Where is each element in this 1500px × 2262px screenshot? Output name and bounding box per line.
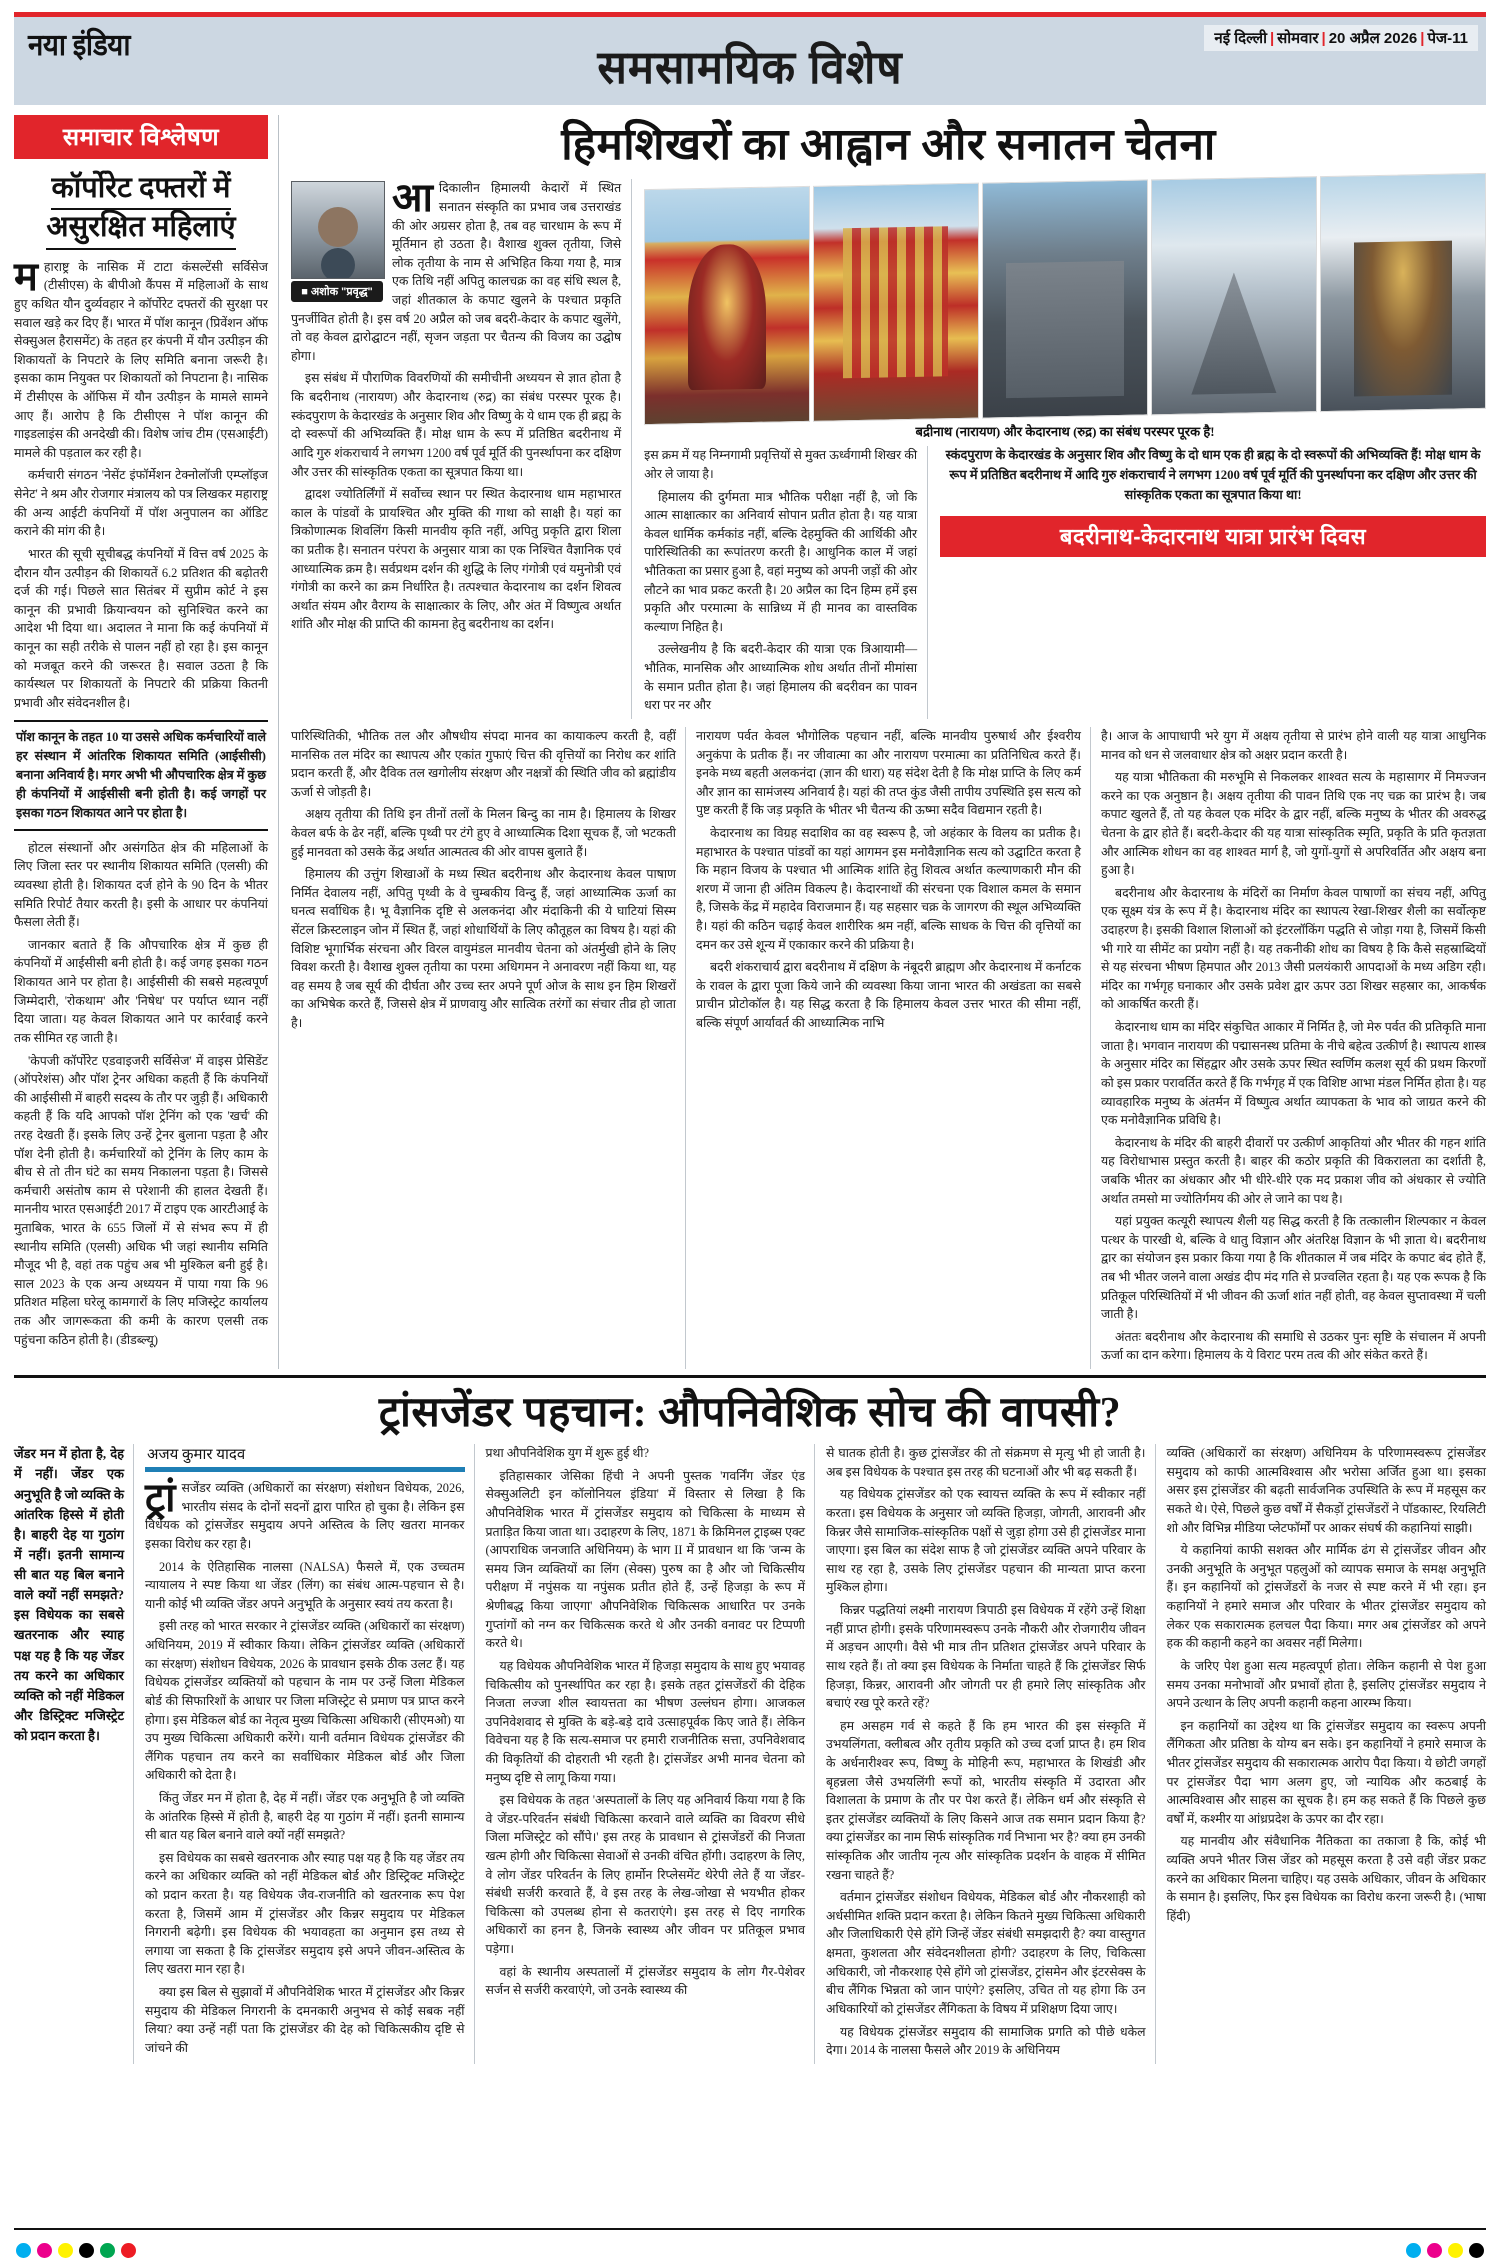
left-para-6: 'केपजी कॉर्पोरेट एडवाइजरी सर्विसेज' में वाइस प्रेसिडेंट (ऑपरेशंस) और पॉश ट्रेनर अधिका कहती हैं कि कंपनियों की आईसीसी में बाहरी सदस्य के तौर पर जुड़ी हैं। अधिकारी कहती हैं कि यदि आपको पॉश ट्रेनिंग को एक 'खर्च' की तरह देखती हैं। इसके लिए उन्हें ट्रेनर बुलाना पड़ता है और पॉश देनी होती है। कर्मचारियों को ट्रेनिंग के लिए काम के बीच से तो तीन घंटे का समय निकालना पड़ता है। जिससे कर्मचारी असंतोष काम से परेशानी की हालत देखती हैं। माननीय भारत एसआईटी 2017 में टाइप एक आरटीआई के मुताबिक, भारत के 655 जिलों में से संभव रूप में ही स्थानीय समिति (एलसी) अधिक भी जहां स्थानीय समिति मौजूद भी है, वहां तक पहुंच अब भी मुश्किल बनी हुई है। साल 2023 के एक अन्य अध्ययन में पाया गया कि 96 प्रतिशत महिला घरेलू कामगारों के लिए मजिस्ट्रेट कार्यालय तक और जागरूकता की कमी के कारण एलसी तक पहुंचना कठिन होती है। (डीडब्ल्यू) [14,1053,268,1347]
bottom-c1-p2: इसी तरह को भारत सरकार ने ट्रांसजेंडर व्यक्ति (अधिकारों का संरक्षण) अधिनियम, 2019 में स्वीकार किया। लेकिन ट्रांसजेंडर व्यक्ति (अधिकारों का संरक्षण) संशोधन विधेयक, 2026 के प्रावधान इसके ठीक उलट हैं। यह विधेयक ट्रांसजेंडर व्यक्तियों को पहचान के नाम पर उन्हें जिला मेडिकल बोर्ड की सिफारिशों के आधार पर जिला मजिस्ट्रेट से प्रमाण पत्र प्राप्त करने होगा। इस मेडिकल बोर्ड का नेतृत्व मुख्य चिकित्सा अधिकारी (सीएमओ) या उप मुख्य चिकित्सा अधिकारी करेंगे। यानी वर्तमान विधेयक ट्रांसजेंडर की लैंगिक पहचान तय करने का सर्वाधिकार मेडिकल बोर्ड और जिला अधिकारी को देता है। [145,1619,465,1783]
reg-dot-magenta [37,2243,52,2258]
bottom-c1-p5: क्या इस बिल से सुझावों में औपनिवेशिक भारत में ट्रांसजेंडर और किन्नर समुदाय की मेडिकल निगरानी के दमनकारी अनुभव से कोई सबक नहीं लिया? क्या उन्हें नहीं पता कि ट्रांसजेंडर की देह को चिकित्सकीय दृष्टि से जांचने की [145,1985,465,2055]
temple-photo-5 [1320,173,1486,412]
reg-dot-yellow-2 [1448,2243,1463,2258]
main-c5-p4: केदारनाथ के मंदिर की बाहरी दीवारों पर उत्कीर्ण आकृतियां और भीतर की गहन शांति यह विरोधाभास प्रस्तुत करती है। बाहर की कठोर प्रकृति की विकरालता का दर्शाती है, जबकि भीतर का अंधकार और भी धीरे-धीरे एक मद प्रकाश जीव को अंधकार से ज्योति अर्थात तमसो मा ज्योतिर्गमय की ओर ले जाने का पथ है। [1101,1135,1486,1206]
left-headline-line-2: असुरक्षित महिलाएं [46,210,235,249]
bottom-c2-p1: इतिहासकार जेसिका हिंची ने अपनी पुस्तक 'गवर्निंग जेंडर एंड सेक्सुअलिटी इन कॉलोनियल इंडिया' में विस्तार से लिखा है कि औपनिवेशिक भारत में ट्रांसजेंडर समुदाय को चिकित्सा के माध्यम से प्रताड़ित किया जाता था। उदाहरण के लिए, 1871 के क्रिमिनल ट्राइब्स एक्ट (आपराधिक जनजाति अधिनियम) के भाग II में प्रावधान था कि 'जन्म के समय जिन व्यक्तियों का लिंग (सेक्स) पुरुष का है और जो चिकित्सीय परीक्षण में नपुंसक या नपुंसक प्रतीत होते हैं, उन्हें हिजड़ा के रूप में श्रेणीबद्ध किया जाएगा' औपनिवेशिक चिकित्सक आधारित पर उनके गुप्तांगों को नग्न कर चिकित्सक करते थे और उनकी वनावट पर टिप्पणी करते थे। [485,1468,805,1651]
main-c5-p2: बदरीनाथ और केदारनाथ के मंदिरों का निर्माण केवल पाषाणों का संचय नहीं, अपितु एक सूक्ष्म यंत्र के रूप में है। केदारनाथ मंदिर का स्थापत्य रेखा-शिखर शैली का सर्वोत्कृष्ट उदाहरण है। इसकी विशाल शिलाओं को इंटरलॉकिंग पद्धति से जोड़ा गया है, जिसमें किसी भी गारे या सीमेंट का प्रयोग नहीं है। यह तकनीकी शोध का विषय है कि कैसे सहस्राब्दियों से यह संरचना भीषण हिमपात और 2013 जैसी प्रलयंकारी आपदाओं के मध्य अडिग रही। मंदिर का गर्भगृह घनाकार और उसके प्रवेश द्वार ऊपर उठा शिखर सहस्रार का, आकर्षक को आकर्षित करती हैं। [1101,885,1486,1012]
photo-strip [644,173,1486,425]
left-analysis-column [14,115,279,1369]
reg-dot-red [121,2243,136,2258]
main-col-2-body [644,446,917,715]
bottom-c1-p1: 2014 के ऐतिहासिक नालसा (NALSA) फैसले में, एक उच्चतम न्यायालय ने स्पष्ट किया था जेंडर (लिंग) का संबंध आत्म-पहचान से है। यानी कोई भी व्यक्ति जेंडर अपने अनुभूति के अनुसार स्वयं तय करता है। [145,1559,465,1611]
dateline-page: पेज-11 [1427,30,1468,47]
bottom-story [14,1375,1486,2064]
main-c5-p1: यह यात्रा भौतिकता की मरुभूमि से निकलकर शाश्वत सत्य के महासागर में निमज्जन करने का एक अनुष्ठान है। अक्षय तृतीया की पावन तिथि एक नए चक्र का प्रारंभ है। जब कपाट खुलते हैं, तो यह केवल एक मंदिर के द्वार नहीं, बल्कि मनुष्य के भीतर की अवरुद्ध चेतना के द्वार होते हैं। बदरी-केदार की यह यात्रा सांस्कृतिक स्मृति, प्रकृति के प्रति कृतज्ञता और आत्मिक शोधन का वह शाश्वत मार्ग है, जो युगों-युगों से अपरिवर्तित और अक्षय बना हुआ है। [1101,770,1486,878]
top-area [14,115,1486,1369]
bottom-col-1-body [145,1475,465,2057]
bottom-col-1 [145,1444,475,2064]
main-col-3-body [291,727,676,1033]
main-col-3 [291,727,686,1369]
left-para-0-text: हाराष्ट्र के नासिक में टाटा कंसल्टेंसी सर्विसेज (टीसीएस) के बीपीओ कैंपस में महिलाओं के साथ हुए कथित यौन दुर्व्यवहार ने कॉर्पोरेट दफ्तरों की सुरक्षा पर सवाल खड़े कर दिए हैं। भारत में पॉश कानून (प्रिवेंशन ऑफ सेक्सुअल हैरासमेंट) के तहत हर कंपनी में यौन उत्पीड़न की शिकायतों के निपटारे के लिए समिति बनाना जरूरी है। इसका काम नियुक्त पर शिकायतों को निपटाना है। नासिक में टीसीएस के ऑफिस में यौन उत्पीड़न के मामले सामने आए हैं। आरोप है कि टीसीएस ने पॉश कानून की गाइडलाइंस की अनदेखी की। विशेष जांच टीम (एसआईटी) मामले की पड़ताल कर रही है। [14,259,268,460]
main-col-4-body [696,727,1081,1033]
bottom-col-3 [826,1444,1156,2064]
main-story [279,115,1486,1369]
bottom-c1-p3: किंतु जेंडर मन में होता है, देह में नहीं। जेंडर एक अनुभूति है जो व्यक्ति के आंतरिक हिस्से में होती है, बाहरी देह या गुठांग में नहीं। इतनी सामान्य सी बात यह बिल बनाने वाले क्यों नहीं समझते? [145,1790,465,1843]
bottom-c2-p0: प्रथा औपनिवेशिक युग में शुरू हुई थी? [485,1446,650,1461]
bottom-col-4-body [1167,1444,1487,1925]
left-pullquote: पॉश कानून के तहत 10 या उससे अधिक कर्मचारियों वाले हर संस्थान में आंतरिक शिकायत समिति (आईसीसी) बनाना अनिवार्य है। मगर अभी भी औपचारिक क्षेत्र में कुछ ही कंपनियों में आईसीसी बनी होती है। कई जगहों पर इसका गठन शिकायत आने पर होता है। [14,720,268,830]
bottom-sidebar-quote: जेंडर मन में होता है, देह में नहीं। जेंडर एक अनुभूति है जो व्यक्ति के आंतरिक हिस्से में होती है। बाहरी देह या गुठांग में नहीं। इतनी सामान्य सी बात यह बिल बनाने वाले क्यों नहीं समझते? इस विधेयक का सबसे खतरनाक और स्याह पक्ष यह है कि यह जेंडर तय करने का अधिकार व्यक्ति को नहीं मेडिकल और डिस्ट्रिक्ट मजिस्ट्रेट को प्रदान करता है। [14,1446,124,1744]
temple-photo-4 [1151,177,1317,416]
main-highlight-area [940,446,1486,719]
bottom-byline: अजय कुमार यादव [147,1447,246,1464]
dateline-sep-3: | [1420,30,1425,47]
bottom-c1-p0 [145,1475,465,1553]
bottom-c4-p2: के जरिए पेश हुआ सत्य महत्वपूर्ण होता। लेकिन कहानी से पेश हुआ समय उनका मनोभावों और प्रभावों होता है, इसलिए ट्रांसजेंडर समुदाय ने अपने उत्थान के लिए अपनी कहानी कहना आरम्भ किया। [1166,1658,1486,1711]
temple-photo-2 [813,183,979,422]
bottom-c4-p4: यह मानवीय और संवैधानिक नैतिकता का तकाजा है कि, कोई भी व्यक्ति अपने भीतर जिस जेंडर को महसूस करता है उसे वही जेंडर प्रकट करने का अधिकार मिलना चाहिए। यह उसके अधिकार, जीवन के अधिकार के समान है। इसलिए, फिर इस विधेयक का विरोध करना जरूरी है। (भाषा हिंदी) [1166,1834,1486,1923]
left-body [14,253,268,1350]
main-c3-p2: हिमालय की उत्तुंग शिखाओं के मध्य स्थित बदरीनाथ और केदारनाथ केवल पाषाण निर्मित देवालय नहीं, अपितु पृथ्वी के वे चुम्बकीय विन्दु हैं, जहां आध्यात्मिक ऊर्जा का घनत्व सर्वाधिक है। भू वैज्ञानिक दृष्टि से अलकनंदा और मंदाकिनी की ये घाटियां सिस्म सेंटल क्रिस्टलाइन जोन में स्थित हैं, जहां शोधार्थियों के लिए कौतूहल का विषय है। यहां की विशिष्ट भूगार्भिक संरचना और विरल वायुमंडल मानवीय चेतना को अंतर्मुखी होने के लिए विवश करती है। वैशाख शुक्ल तृतीया का परमा अधिगमन ने अनावरण नहीं किया था, यह वह समय है जब सूर्य की दीर्घता और उच्च स्तर अपने पूर्ण ओज के साथ इन हिम शिखरों का अभिषेक करते हैं, जिससे क्षेत्र में प्राणवायु और सात्विक तरंगों का संचार तीव्र हो जाता है। [291,867,676,1031]
left-para-4: होटल संस्थानों और असंगठित क्षेत्र की महिलाओं के लिए जिला स्तर पर स्थानीय शिकायत समिति (एलसी) की व्यवस्था होती है। शिकायत दर्ज होने के 90 दिन के भीतर समिति रिपोर्ट तैयार करती है। इसी के आधार पर कंपनियां फैसला लेती हैं। [14,840,268,930]
main-col-2 [644,446,928,719]
main-c2-p1: हिमालय की दुर्गमता मात्र भौतिक परीक्षा नहीं है, जो कि आत्म साक्षात्कार का अनिवार्य सोपान प्रतीत होता है। यह यात्रा केवल धार्मिक कर्मकांड नहीं, बल्कि देहमुक्ति की आर्थिकी और पारिस्थितिकी का रूपांतरण करती है। आधुनिक काल में जहां भौतिकता का प्रसार हुआ है, वहां मनुष्य को अपनी जड़ों की ओर लौटने का भाव प्रकट करती है। 20 अप्रैल का दिन हिम्म हमें इस प्रकृति और परमात्मा के सान्निध्य में ही मानव का वास्तविक कल्याण निहित है। [644,489,918,634]
main-c2-p0: इस क्रम में यह निम्नगामी प्रवृत्तियों से मुक्त ऊर्ध्वगामी शिखर की ओर ले जाया है। [644,448,918,481]
dateline-date: 20 अप्रैल 2026 [1328,30,1418,47]
bottom-c4-p0: व्यक्ति (अधिकारों का संरक्षण) अधिनियम के परिणामस्वरूप ट्रांसजेंडर समुदाय को काफी आत्मविश्वास और भरोसा अर्जित हुआ था। इसका असर इस ट्रांसजेंडर की बढ़ती सार्वजनिक उपस्थिति के रूप में महसूस कर सकते थे। ऐसे, पिछले कुछ वर्षों में सैकड़ों ट्रांसजेंडरों ने पॉडकास्ट, रियलिटी शो और विभिन्न मीडिया प्लेटफॉर्मों पर आकर संघर्ष की कहानियां साझी। [1166,1446,1486,1535]
author-name [291,281,383,302]
left-headline [16,171,266,250]
bottom-c1-p0-text: सजेंडर व्यक्ति (अधिकारों का संरक्षण) संशोधन विधेयक, 2026, भारतीय संसद के दोनों सदनों द्वारा पारित हो चुका है। लेकिन इस विधेयक को ट्रांसजेंडर समुदाय अपने अस्तित्व के लिए खतरा मानकर इसका विरोध कर रहा है। [145,1481,465,1552]
main-col-5 [1101,727,1486,1369]
author-name-text: अशोक "प्रवृद्ध" [310,286,373,299]
bottom-c3-p0: से घातक होती है। कुछ ट्रांसजेंडर की तो संक्रमण से मृत्यु भी हो जाती है। अब इस विधेयक के पश्चात इस तरह की घटनाओं और भी बढ़ सकती हैं। [826,1446,1146,1479]
footer-rule [14,2228,1486,2230]
photo-caption: बद्रीनाथ (नारायण) और केदारनाथ (रुद्र) का संबंध परस्पर पूरक है! [915,424,1215,440]
left-dropcap: म [14,253,38,299]
byline-rule [145,1467,465,1472]
reg-dot-black-2 [1469,2243,1484,2258]
main-col-5-body [1101,727,1486,1365]
bottom-c2-p2: यह विधेयक औपनिवेशिक भारत में हिजड़ा समुदाय के साथ हुए भयावह चिकित्सीय को पुनर्स्थापित कर रहा है। इसके तहत ट्रांसजेंडरों की देहिक निजता लज्जा शील स्वायत्तता का भीषण उल्लंघन होगा। आजकल उपनिवेशवाद से मुक्ति के बड़े-बड़े दावे उत्साहपूर्वक किए जाते हैं। लेकिन विवेचना यह है कि सत्य-समाज पर हमारी राजनीतिक सत्ता, उपनिवेशवाद की विकृतियों की दोहराती भी रहती है। ट्रांसजेंडर अभी मानव चेतना को मनुष्य दृष्टि से लागू किया गया। [485,1658,805,1785]
dateline-sep-1: | [1269,30,1275,47]
main-c2-p2: उल्लेखनीय है कि बदरी-केदार की यात्रा एक त्रिआयामी—भौतिक, मानसिक और आध्यात्मिक शोध अर्थात तीनों मीमांसा के समान प्रतीत होता है। जहां हिमालय की बदरीवन का पावन धरा पर नर और [644,642,918,713]
dateline-sep-2: | [1321,30,1326,47]
main-c1-p0-text: दिकालीन हिमालयी केदारों में स्थित सनातन संस्कृति का प्रभाव जब उत्तराखंड की ओर अग्रसर होता है, तब वह चारधाम के रूप में मूर्तिमान हो उठता है। वैशाख शुक्ल तृतीया, जिसे लोक तृतीया के नाम से अभिहित किया गया है, मात्र एक तिथि नहीं अपितु कालचक्र का वह संधि स्थल है, जहां शीतकाल के कपाट खुलने के पश्चात प्रकृति पुनर्जीवित होती है। इस वर्ष 20 अप्रैल को जब बदरी-केदार के कपाट खुलेंगे, तो वह केवल द्वारोद्घाटन नहीं, सृजन जड़ता पर चैतन्य की विजय का उद्घोष होगा। [291,181,622,363]
left-para-1: कर्मचारी संगठन 'नेसेंट इंफॉर्मेशन टेक्नोलॉजी एम्प्लॉइज सेनेट' ने श्रम और रोजगार मंत्रालय को पत्र लिखकर महाराष्ट्र की अन्य आईटी कंपनियों में पॉश अनुपालन का ऑडिट कराने की मांग की है। [14,468,268,539]
main-c1-p2: द्वादश ज्योतिर्लिंगों में सर्वोच्च स्थान पर स्थित केदारनाथ धाम महाभारत काल के पांडवों के प्रायश्चित और मुक्ति की गाथा को साक्षी है। यहां का त्रिकोणात्मक शिवलिंग किसी मानवीय कृति नहीं, अपितु प्रकृति द्वारा शिला का प्रतीक है। सनातन परंपरा के अनुसार यात्रा का एक निश्चित वैज्ञानिक एवं आध्यात्मिक क्रम है। सर्वप्रथम दर्शन की शुद्धि के लिए गंगोत्री एवं यमुनोत्री एवं गंगोत्री का करने का क्रम निर्धारित है। तत्पश्चात केदारनाथ का दर्शन शिवत्व अर्थात संयम और वैराग्य के साक्षात्कार के लिए, और अंत में विष्णुत्व अर्थात शांति और मोक्ष की प्राप्ति की कामना हेतु बदरीनाथ का दर्शन। [291,487,622,632]
bottom-col-4 [1167,1444,1487,2064]
main-highlight-text: स्कंदपुराण के केदारखंड के अनुसार शिव और विष्णु के दो धाम एक ही ब्रह्म के दो स्वरूपों की अभिव्यक्ति हैं! मोक्ष धाम के रूप में प्रतिष्ठित बदरीनाथ में आदि गुरु शंकराचार्य ने लगभग 1200 वर्ष पूर्व मूर्ति की पुनर्स्थापना कर दक्षिण और उत्तर की सांस्कृतिक एकता का सूत्रपात किया था! [945,448,1481,503]
bottom-dropcap: ट्रां [145,1475,176,1521]
section-title: समसामयिक विशेष [597,41,903,93]
bottom-c1-p4: इस विधेयक का सबसे खतरनाक और स्याह पक्ष यह है कि यह जेंडर तय करने का अधिकार व्यक्ति को नहीं मेडिकल बोर्ड और डिस्ट्रिक्ट मजिस्ट्रेट को प्रदान करता है। यह विधेयक जैव-राजनीति को खतरनाक रूप पेश करता है, जिसमें आम में ट्रांसजेंडर और किन्नर समुदाय पर मेडिकल निगरानी बढ़ेगी। इस विधेयक की भयावहता का अनुमान इस तथ्य से लगाया जा सकता है कि ट्रांसजेंडर समुदाय इसे अपने जीवन-अस्तित्व के लिए खतरा मान रहा है। [145,1850,465,1977]
newspaper-logo: नया इंडिया [28,29,131,62]
footer-registration-marks [0,2243,1500,2258]
left-para-5: जानकार बताते हैं कि औपचारिक क्षेत्र में कुछ ही कंपनियों में आईसीसी बनी होती है। कई जगह इसका गठन शिकायत आने पर होता है। आईसीसी की सबसे महत्वपूर्ण जिम्मेदारी, 'रोकथाम' और 'निषेध' पर पर्याप्त ध्यान नहीं दिया जाता। यह केवल शिकायत आने पर कार्रवाई करने तक सीमित रह जाती है। [14,937,268,1045]
reg-dot-black [79,2243,94,2258]
bottom-c3-p3: हम असहम गर्व से कहते हैं कि हम भारत की इस संस्कृति में उभयलिंगता, क्लीबत्व और तृतीय प्रकृति को उच्च दर्जा प्राप्त है। हम शिव के अर्धनारीश्वर रूप, विष्णु के मोहिनी रूप, महाभारत के शिखंडी और बृहन्नला जैसे उभयलिंगी रूपों को, भारतीय संस्कृति में उदारता और विशालता के प्रमाण के तौर पर पेश करते हैं। लेकिन धर्म और संस्कृति से इतर ट्रांसजेंडर व्यक्तियों के लिए किसने आज तक समान प्रदान किया है? क्या ट्रांसजेंडर का नाम सिर्फ सांस्कृतिक गर्व निभाना भर है? क्या हम उनकी सांस्कृतिक और जातीय नृत्य और सांस्कृतिक प्रदर्शन के वाहक में सीमित रखना चाहते हैं? [826,1718,1146,1882]
main-c5-p6: अंततः बदरीनाथ और केदारनाथ की समाधि से उठकर पुनः सृष्टि के संचालन में अपनी ऊर्जा का दान करेगा। हिमालय के ये विराट परम तत्व की ओर संकेत करते हैं। [1101,1329,1486,1363]
author-block [291,181,383,302]
temple-photo-1 [644,186,810,425]
main-c5-p0: है। आज के आपाधापी भरे युग में अक्षय तृतीया से प्रारंभ होने वाली यह यात्रा आधुनिक मानव को धन से जलवाधार क्षेत्र को अक्षर प्रदान करती है। [1101,728,1486,762]
bottom-headline: ट्रांसजेंडर पहचान: औपनिवेशिक सोच की वापसी? [378,1390,1122,1437]
main-headline: हिमशिखरों का आह्वान और सनातन चेतना [561,120,1216,169]
newspaper-page [0,12,1500,2262]
footer-dots-right [1406,2243,1484,2258]
main-c1-p1: इस संबंध में पौराणिक विवरणियों की समीचीनी अध्ययन से ज्ञात होता है कि बदरीनाथ (नारायण) और केदारनाथ (रुद्र) का संबंध परस्पर पूरक है। स्कंदपुराण के केदारखंड के अनुसार शिव और विष्णु के ये धाम एक ही ब्रह्म के दो स्वरूपों की अभिव्यक्ति हैं। मोक्ष धाम के रूप में प्रतिष्ठित बदरीनाथ में आदि गुरु शंकराचार्य ने लगभग 1200 वर्ष पूर्व मूर्ति की पुनर्स्थापना कर दक्षिण और उत्तर की सांस्कृतिक एकता का सूत्रपात किया था। [291,371,622,479]
main-c4-p1: केदारनाथ का विग्रह सदाशिव का वह स्वरूप है, जो अहंकार के विलय का प्रतीक है। महाभारत के पश्चात पांडवों का यहां आगमन इस मनोवैज्ञानिक सत्य को उद्घाटित करता है कि महान विजय के पश्चात भी आत्मिक शांति हेतु शिवत्व अर्थात कल्याणकारी मौन की शरण में जाना ही अंतिम विकल्प है। केदारनाथों की संरचना एक विशाल कमल के समान है, जिसके केंद्र में महादेव विराजमान हैं। यह सहसार चक्र के जागरण की स्थूल अभिव्यक्ति है। यहां की कठिन चढ़ाई केवल शारीरिक श्रम नहीं, बल्कि साधक के चित्त की वृत्तियों का दमन कर उसे शून्य में एकाकार करने की प्रक्रिया है। [696,825,1081,952]
author-bullet-icon: ■ [301,286,308,299]
footer-dots-left [16,2243,136,2258]
main-c5-p3: केदारनाथ धाम का मंदिर संकुचित आकार में निर्मित है, जो मेरु पर्वत की प्रतिकृति माना जाता है। भगवान नारायण की पद्मासनस्थ प्रतिमा के नीचे बहेत्व उत्कीर्ण है। स्थापत्य शास्त्र के अनुसार मंदिर का सिंहद्वार और उसके ऊपर स्थित स्वर्णिम कलश सूर्य की प्रथम किरणों को इस प्रकार परावर्तित करते हैं कि गर्भगृह में एक विशिष्ट आभा मंडल निर्मित होता है। यह व्यावहारिक मनुष्य के अंतर्मन में विष्णुत्व अर्थात व्यापकता के भाव को जाग्रत करने की एक मनोवैज्ञानिक प्रविधि है। [1101,1020,1486,1128]
bottom-col-2 [486,1444,816,2064]
left-para-0 [14,253,268,463]
main-col-1 [291,175,632,719]
reg-dot-cyan-2 [1406,2243,1421,2258]
bottom-c2-p3: इस विधेयक के तहत 'अस्पतालों के लिए यह अनिवार्य किया गया है कि वे जेंडर-परिवर्तन संबंधी चिकित्सा करवाने वाले व्यक्ति का विवरण सीधे जिला मजिस्ट्रेट को सौंपे।' इस तरह के प्रावधान से ट्रांसजेंडरों की निजता खत्म होगी और चिकित्सा सेवाओं से उनकी वंचित होंगी। उदाहरण के लिए, वे लोग जेंडर परिवर्तन के लिए हार्मोन रिप्लेसमेंट थेरेपी लेते हैं या जेंडर-संबंधी सर्जरी करवाते हैं, वे इस तरह के लेख-जोखा से भयभीत होकर चिकित्सा को उपलब्ध होना से कतराएंगे। इस तरह से दिए नागरिक अधिकारों का हनन है, जिनके स्वास्थ्य और जीवन पर प्रतिकूल प्रभाव पड़ेगा। [485,1793,805,1957]
dateline-city: नई दिल्ली [1214,30,1267,47]
main-dropcap: आ [392,175,433,221]
main-photo-and-cols [644,179,1486,719]
reg-dot-cyan [16,2243,31,2258]
main-c3-p1: अक्षय तृतीया की तिथि इन तीनों तलों के मिलन बिन्दु का नाम है। हिमालय के शिखर केवल बर्फ के ढेर नहीं, बल्कि पृथ्वी पर टंगे हुए वे आध्यात्मिक दिशा सूचक हैं, जो भटकती हुई मानवता को उसके केंद्र अर्थात आत्मतत्व की ओर वापस बुलाते हैं। [291,807,676,859]
main-lower-columns [291,727,1486,1369]
bottom-col-3-body [826,1444,1146,2060]
reg-dot-yellow [58,2243,73,2258]
bottom-c3-p4: वर्तमान ट्रांसजेंडर संशोधन विधेयक, मेडिकल बोर्ड और नौकरशाही को अर्धसीमित शक्ति प्रदान करता है। लेकिन कितने मुख्य चिकित्सा अधिकारी और जिलाधिकारी ऐसे होंगे जिन्हें जेंडर संबंधी समझदारी है? क्या वास्तुगत क्षमता, कुशलता और संवेदनशीलता होगी? उदाहरण के लिए, चिकित्सा अधिकारी, जो नौकरशाह ऐसे होंगे जो ट्रांसजेंडर, ट्रांसमेन और इंटरसेक्स के बीच लैंगिक भिन्नता को जान पाएंगे? इसलिए, उचित तो यह होगा कि उन अधिकारियों को ट्रांसजेंडर लैंगिकता के विषय में प्रशिक्षण दिया जाए। [826,1890,1146,2016]
masthead [14,12,1486,105]
bottom-c2-p4: वहां के स्थानीय अस्पतालों में ट्रांसजेंडर समुदाय के लोग गैर-पेशेवर सर्जन से सर्जरी करवाएंगे, जो उनके स्वास्थ्य की [485,1964,805,1998]
bottom-c4-p3: इन कहानियों का उद्देश्य था कि ट्रांसजेंडर समुदाय का स्वरूप अपनी लैंगिकता और प्रतिष्ठा के योग्य बन सके। इन कहानियों ने हमारे समाज के भीतर ट्रांसजेंडर समुदाय की सकारात्मक आरोप पैदा किया। ये छोटी जगहों पर ट्रांसजेंडर पैदा भाग अलग हुए, जो न्यायिक और कठबाई के आत्मविश्वास और साहस का सूचक है। हम कह सकते हैं कि पिछले कुछ वर्षों में, कश्मीर या आंध्रप्रदेश के ऊपर का दौर रहा। [1166,1718,1486,1826]
main-c4-p2: बदरी शंकराचार्य द्वारा बदरीनाथ में दक्षिण के नंबूदरी ब्राह्मण और केदारनाथ में कर्नाटक के रावल के द्वारा पूजा किये जाने की व्यवस्था किया जाना भारत की अखंडता का सबसे प्राचीन प्रोटोकॉल है। यह सिद्ध करता है कि हिमालय केवल उत्तर भारत की सीमा नहीं, बल्कि संपूर्ण आर्यावर्त की आध्यात्मिक नाभि [696,960,1081,1031]
bottom-c3-p2: किन्नर पद्धतियां लक्ष्मी नारायण त्रिपाठी इस विधेयक में रहेंगे उन्हें शिक्षा नहीं प्राप्त होगी। इसके परिणामस्वरूप उनके नौकरी और रोजगारीय जीवन में अड़चन आएगी। वैसे भी मात्र तीन प्रतिशत ट्रांसजेंडर अपने परिवार के साथ रहते हैं। तो क्या इस विधेयक के निर्माता चाहते हैं कि ट्रांसजेंडर सिर्फ हिजड़ा, किन्नर, आरावनी और जोगती पर ही हमारे लिए सांस्कृतिक और बचाएं रख पूरे करते रहें? [826,1603,1146,1711]
bottom-quote-sidebar [14,1444,134,2064]
sub-banner: बदरीनाथ-केदारनाथ यात्रा प्रारंभ दिवस [940,516,1486,557]
reg-dot-green [100,2243,115,2258]
bottom-c4-p1: ये कहानियां काफी सशक्त और मार्मिक ढंग से ट्रांसजेंडर जीवन और उनकी अनुभूति के अनुभूत पहलुओं को व्यापक समाज के समक्ष अनुभूति हैं। इन कहानियों को ट्रांसजेंडरों के नजर से स्पष्ट करने में भी रहा। इन कहानियों ने हमारे समाज और परिवार के भीतर ट्रांसजेंडर समुदाय को लेकर एक सकारात्मक हलचल पैदा किया। मगर अब ट्रांसजेंडर को अपने हक की कहानी कहने का अवसर नहीं मिलेगा। [1166,1543,1486,1651]
main-c3-p0: पारिस्थितिकी, भौतिक तल और औषधीय संपदा मानव का कायाकल्प करती है, वहीं मानसिक तल मंदिर का स्थापत्य और एकांत गुफाएं चित्त की वृत्तियों का निरोध कर शांति प्रदान करती हैं, और दैविक तल खगोलीय संरक्षण और नक्षत्रों की स्थिति जीव को ब्रह्मांडीय ऊर्जा से जोड़ती है। [291,728,676,799]
main-col-4 [696,727,1091,1369]
kicker-badge: समाचार विश्लेषण [14,115,268,159]
main-c4-p0: नारायण पर्वत केवल भौगोलिक पहचान नहीं, बल्कि मानवीय पुरुषार्थ और ईश्वरीय अनुकंपा के प्रतीक हैं। नर जीवात्मा का और नारायण परमात्मा का प्रतिनिधित्व करते हैं। इनके मध्य बहती अलकनंदा (ज्ञान की धारा) यह संदेश देती है कि मोक्ष प्राप्ति के लिए कर्म और ज्ञान का सामंजस्य अनिवार्य है। यहां की तप्त कुंड जैसी तापीय उपस्थिति इस सत्य को पुष्ट करती हैं कि जड़ प्रकृति के भीतर भी चैतन्य की ऊष्मा सदैव विद्यमान रहती है। [696,728,1081,818]
dateline-day: सोमवार [1277,30,1319,47]
bottom-c3-p1: यह विधेयक ट्रांसजेंडर को एक स्वायत्त व्यक्ति के रूप में स्वीकार नहीं करता। इस विधेयक के अनुसार जो व्यक्ति हिजड़ा, जोगती, आरावनी और किन्नर जैसे सामाजिक-सांस्कृतिक पक्षों से जुड़ा होगा उसे ही ट्रांसजेंडर माना जाएगा। इस बिल का संदेश साफ है जो ट्रांसजेंडर व्यक्ति अपने परिवार के साथ रह रहा है, उसके लिए ट्रांसजेंडर पहचान की मान्यता प्राप्त करना मुश्किल होगा। [826,1487,1146,1595]
temple-photo-3 [982,180,1148,419]
reg-dot-magenta-2 [1427,2243,1442,2258]
bottom-c3-p5: यह विधेयक ट्रांसजेंडर समुदाय की सामाजिक प्रगति को पीछे धकेल देगा। 2014 के नालसा फैसले और 2019 के अधिनियम [826,2024,1146,2058]
main-c5-p5: यहां प्रयुक्त कत्यूरी स्थापत्य शैली यह सिद्ध करती है कि तत्कालीन शिल्पकार न केवल पत्थर के पारखी थे, बल्कि वे धातु विज्ञान और अंतरिक्ष विज्ञान के भी ज्ञाता थे। बदरीनाथ द्वार का संयोजन इस प्रकार किया गया है कि शीतकाल में जब मंदिर के कपाट बंद होते हैं, तब भी भीतर जलने वाला अखंड दीप मंद गति से प्रज्वलित रहता है। यह एक रूपक है कि प्रतिकूल परिस्थितियों में भी जीवन की ऊर्जा शांत नहीं होती, वह केवल सुप्तावस्था में चली जाती है। [1101,1214,1486,1322]
author-photo [291,181,385,279]
left-para-2: भारत की सूची सूचीबद्ध कंपनियों में वित्त वर्ष 2025 के दौरान यौन उत्पीड़न की शिकायतें 6.2 प्रतिशत की बढ़ोतरी दर्ज की गई। पिछले सात सितंबर में सुप्रीम कोर्ट ने इस कानून की प्रभावी क्रियान्वयन को सुनिश्चित करने का आदेश भी दिया था। अदालत ने माना कि कई कंपनियों में कानून का सही तरीके से पालन नहीं हो रहा है। इस कानून को मजबूत करने की जरूरत है। सवाल उठता है कि कार्यस्थल पर शिकायतों के निपटारे की प्रक्रिया कितनी प्रभावी और संवेदनशील है। [14,546,268,710]
left-headline-line-1: कॉर्पोरेट दफ्तरों में [51,171,230,210]
bottom-col-2-body [486,1444,806,2000]
